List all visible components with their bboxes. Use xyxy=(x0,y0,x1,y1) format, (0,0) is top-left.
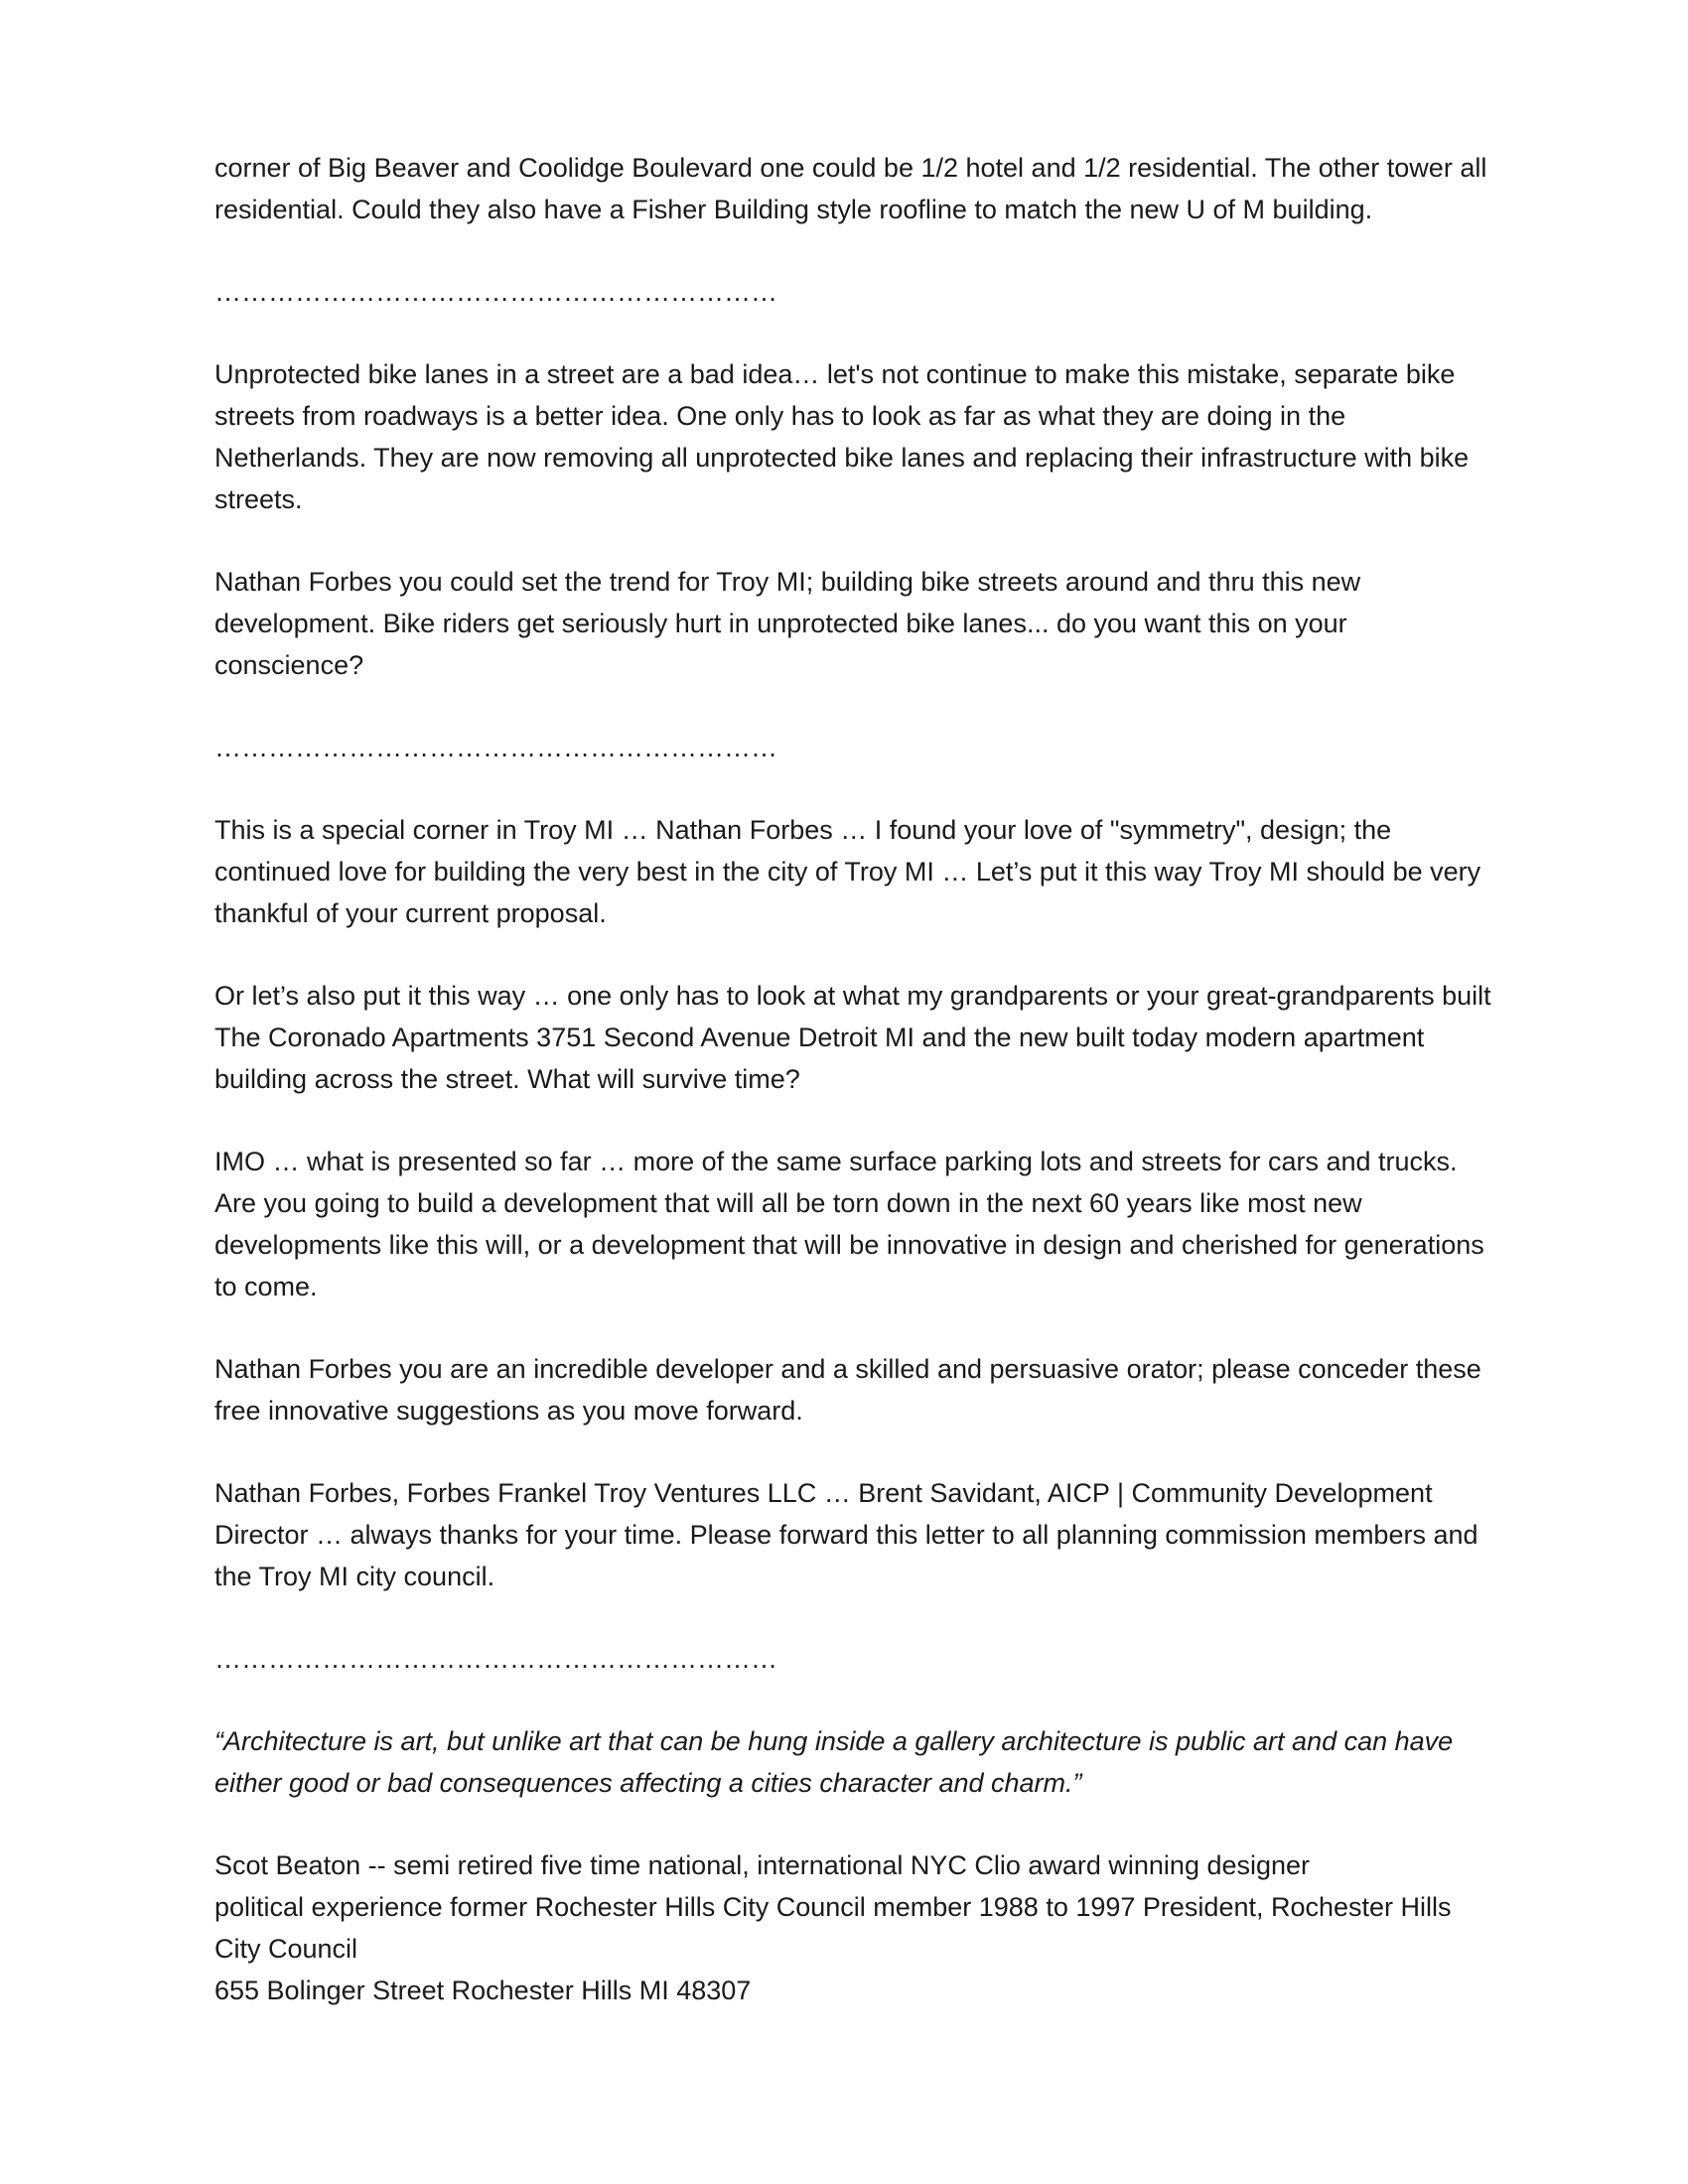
signature-block xyxy=(214,1844,1495,2011)
dotted-divider: ……………………………………………………… xyxy=(214,733,777,762)
paragraph-developer: Nathan Forbes you are an incredible developer and a skilled and persuasive orator; please conceder these free innovative suggestions as you move forward. xyxy=(214,1354,1481,1426)
dotted-divider: ……………………………………………………… xyxy=(214,277,777,307)
paragraph-towers: corner of Big Beaver and Coolidge Boulevard one could be 1/2 hotel and 1/2 residential. The other tower all residential. Could they also have a Fisher Building style roofline to match the new U of M building. xyxy=(214,153,1487,224)
paragraph-bike-streets: Nathan Forbes you could set the trend for Troy MI; building bike streets around and thru this new development. Bike riders get seriously hurt in unprotected bike lanes... do you want this on your conscience? xyxy=(214,567,1361,680)
paragraph-bike-lanes: Unprotected bike lanes in a street are a bad idea… let's not continue to make this mistake, separate bike streets from roadways is a better idea. One only has to look as far as what they are doing in the Netherlands. They are now removing all unprotected bike lanes and replacing their infrastructure with bike streets. xyxy=(214,359,1470,514)
signature-address: 655 Bolinger Street Rochester Hills MI 48307 xyxy=(214,1976,752,2005)
architecture-quote: “Architecture is art, but unlike art that can be hung inside a gallery architecture is public art and can have either good or bad consequences affecting a cities character and charm.” xyxy=(214,1726,1454,1798)
dotted-divider: ……………………………………………………… xyxy=(214,1644,777,1674)
paragraph-coronado: Or let’s also put it this way … one only has to look at what my grandparents or your great-grandparents built The Coronado Apartments 3751 Second Avenue Detroit MI and the new built today modern apartment building across the street. What will survive time? xyxy=(214,981,1491,1094)
letter-page xyxy=(214,147,1495,2011)
paragraph-forward-letter: Nathan Forbes, Forbes Frankel Troy Ventures LLC … Brent Savidant, AICP | Community Development Director … always thanks for your time. Please forward this letter to all planning commission members and the Troy MI city council. xyxy=(214,1478,1478,1591)
paragraph-special-corner: This is a special corner in Troy MI … Nathan Forbes … I found your love of "symmetry", design; the continued love for building the very best in the city of Troy MI … Let’s put it this way Troy MI should be very thankful of your current proposal. xyxy=(214,815,1481,928)
signature-name: Scot Beaton -- semi retired five time national, international NYC Clio award winning designer xyxy=(214,1850,1311,1880)
signature-experience: political experience former Rochester Hills City Council member 1988 to 1997 President, Rochester Hills City Council xyxy=(214,1892,1452,1964)
paragraph-imo: IMO … what is presented so far … more of the same surface parking lots and streets for cars and trucks. Are you going to build a development that will all be torn down in the next 60 years like most new developments like this will, or a development that will be innovative in design and cherished for generations to come. xyxy=(214,1147,1484,1301)
